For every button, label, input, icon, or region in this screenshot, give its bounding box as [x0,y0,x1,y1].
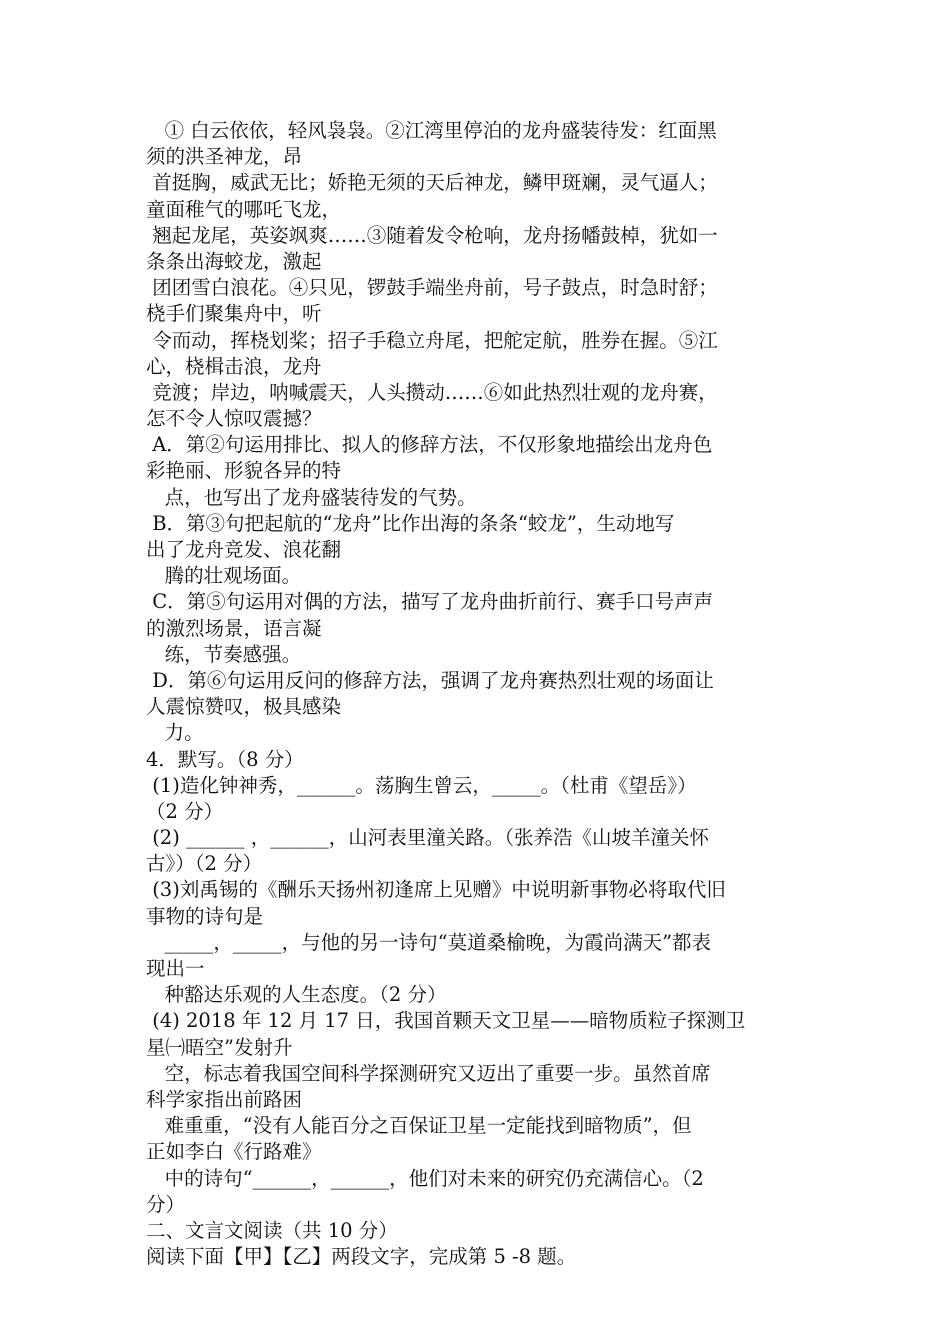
passage-line-12: 怎不令人惊叹震撼？ [146,407,322,431]
question-4-1-line-2: （2 分） [146,799,224,823]
section-2-heading: 二、文言文阅读（共 10 分） [146,1218,398,1242]
question-4-4-line-7: 中的诗句“______，______，他们对未来的研究仍充满信心。（2 [146,1166,704,1190]
passage-line-8: 桡手们聚集舟中，听 [146,302,322,326]
question-4-heading: 4．默写。（8 分） [146,747,304,771]
question-4-2-line-1: (2) ______ ，______，山河表里潼关路。（张养浩《山坡羊潼关怀 [146,826,709,850]
question-4-3-line-3: _____，_____，与他的另一诗句“莫道桑榆晚，为霞尚满天”都表 [146,930,712,954]
question-4-4-line-2: 星㈠晤空”发射升 [146,1035,293,1059]
option-b-line-2: 出了龙舟竞发、浪花翻 [146,538,342,561]
option-d-line-1: D．第⑥句运用反问的修辞方法，强调了龙舟赛热烈壮观的场面让 [146,668,714,692]
option-c-line-3: 练，节奏感强。 [146,642,302,666]
passage-line-5: 翘起龙尾，英姿飒爽……③随着发令枪响，龙舟扬幡鼓棹，犹如一 [146,223,718,247]
question-4-3-line-4: 现出一 [146,957,205,980]
option-a-line-2: 彩艳丽、形貌各异的特 [146,459,342,483]
option-a-line-1: A．第②句运用排比、拟人的修辞方法，不仅形象地描绘出龙舟色 [146,433,713,457]
question-4-4-line-3: 空，标志着我国空间科学探测研究又迈出了重要一步。虽然首席 [146,1061,711,1085]
passage-line-1: ① 白云依依，轻风袅袅。②江湾里停泊的龙舟盛装待发：红面黑 [146,119,717,142]
question-4-3-line-2: 事物的诗句是 [146,904,264,928]
option-b-line-1: B．第③句把起航的“龙舟”比作出海的条条“蛟龙”，生动地写 [146,511,675,535]
option-c-line-2: 的激烈场景，语言凝 [146,616,322,640]
section-2-instruction: 阅读下面【甲】【乙】两段文字，完成第 5 -8 题。 [146,1245,577,1269]
question-4-4-line-5: 难重重，“没有人能百分之百保证卫星一定能找到暗物质”，但 [146,1114,692,1138]
passage-line-7: 团团雪白浪花。④只见，锣鼓手端坐舟前，号子鼓点，时急时舒； [146,276,718,300]
document-page [146,118,810,1270]
passage-line-11: 竞渡；岸边，呐喊震天，人头攒动……⑥如此热烈壮观的龙舟赛， [146,380,718,404]
option-b-line-3: 腾的壮观场面。 [146,564,302,588]
option-a-line-3: 点，也写出了龙舟盛装待发的气势。 [146,485,477,509]
question-4-4-line-4: 科学家指出前路困 [146,1087,303,1111]
question-4-3-line-1: (3)刘禹锡的《酬乐天扬州初逢席上见赠》中说明新事物必将取代旧 [146,878,726,902]
passage-line-6: 条条出海蛟龙，激起 [146,249,322,273]
passage-line-4: 童面稚气的哪吒飞龙， [146,197,342,221]
passage-line-9: 令而动，挥桡划桨；招子手稳立舟尾，把舵定航，胜券在握。⑤江 [146,328,718,352]
question-4-3-line-5: 种豁达乐观的人生态度。（2 分） [146,983,447,1007]
question-4-4-line-1: (4) 2018 年 12 月 17 日，我国首颗天文卫星——暗物质粒子探测卫 [146,1009,746,1033]
question-4-1-line-1: (1)造化钟神秀，______。荡胸生曾云，_____。（杜甫《望岳》） [146,773,697,797]
passage-line-2: 须的洪圣神龙，昂 [146,145,303,169]
question-4-4-line-8: 分） [146,1192,186,1216]
question-4-2-line-2: 古》）（2 分） [146,852,263,876]
passage-line-10: 心，桡楫击浪，龙舟 [146,354,322,378]
option-d-line-3: 力。 [146,721,204,745]
option-d-line-2: 人震惊赞叹，极具感染 [146,695,342,719]
question-4-4-line-6: 正如李白《行路难》 [146,1140,322,1164]
option-c-line-1: C．第⑤句运用对偶的方法，描写了龙舟曲折前行、赛手口号声声 [146,590,714,614]
passage-line-3: 首挺胸，威武无比；娇艳无须的天后神龙，鳞甲斑斓，灵气逼人； [146,171,718,195]
